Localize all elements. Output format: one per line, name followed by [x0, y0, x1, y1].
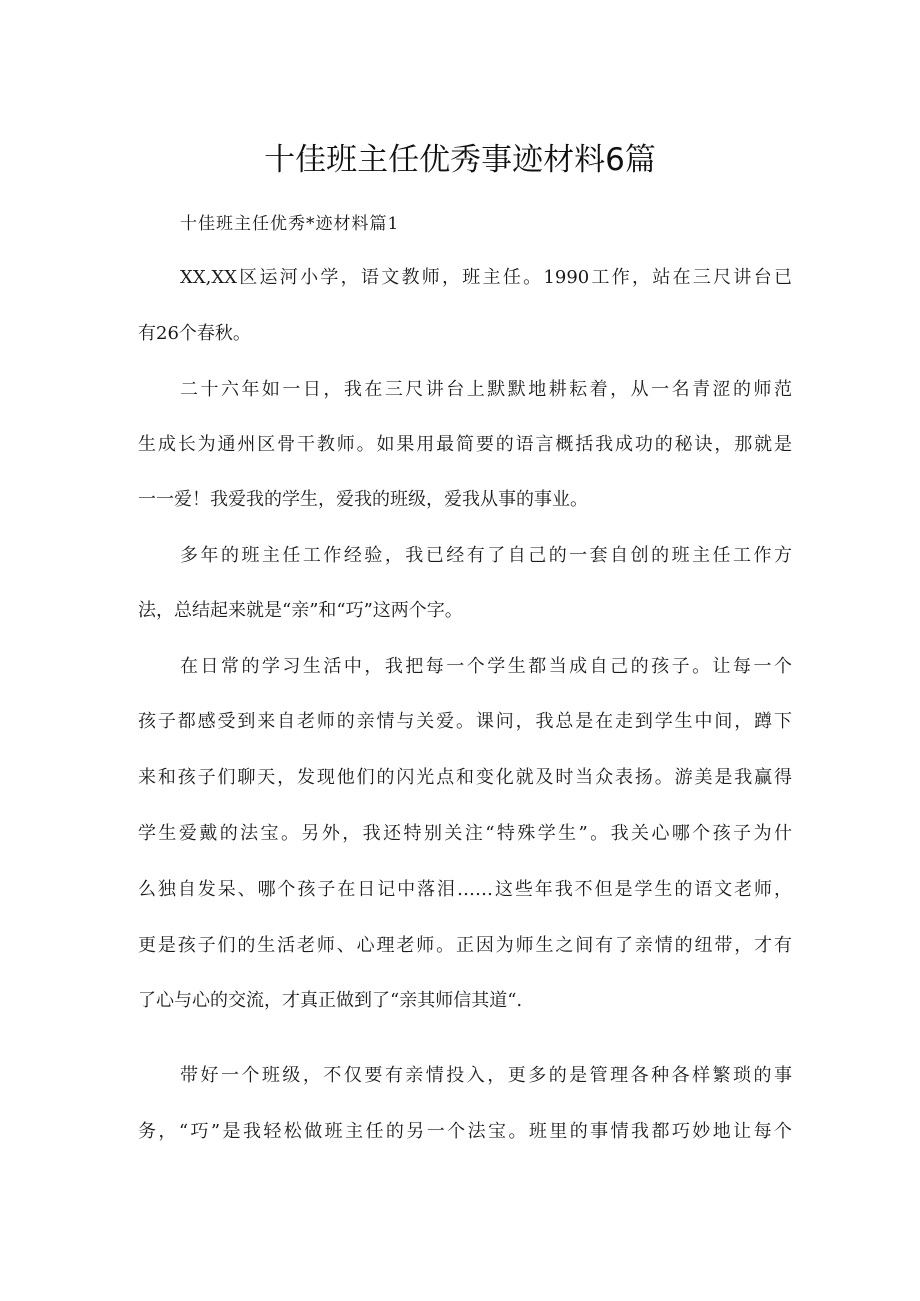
paragraph-line: 有26个春秋。 [138, 323, 251, 344]
paragraph-line: 了心与心的交流，才真正做到了“亲其师信其道“. [138, 990, 523, 1011]
paragraph-line: 多年的班主任工作经验，我已经有了自己的一套自创的班主任工作方 [180, 545, 792, 566]
paragraph-line: 带好一个班级，不仅要有亲情投入，更多的是管理各种各样繁琐的事 [180, 1065, 792, 1086]
paragraph-line: 法，总结起来就是“亲”和“巧”这两个字。 [138, 600, 463, 621]
paragraph-line: 务，“巧”是我轻松做班主任的另一个法宝。班里的事情我都巧妙地让每个 [138, 1121, 792, 1142]
paragraph-line: 一一爱！我爱我的学生，爱我的班级，爱我从事的事业。 [138, 489, 588, 510]
paragraph-line: 来和孩子们聊天，发现他们的闪光点和变化就及时当众表扬。游美是我赢得 [138, 767, 792, 788]
paragraph-line: 孩子都感受到来自老师的亲情与关爱。课问，我总是在走到学生中间，蹲下 [138, 711, 792, 732]
document-title: 十佳班主任优秀事迹材料6篇 [264, 142, 656, 178]
paragraph-line: 在日常的学习生活中，我把每一个学生都当成自己的孩子。让每一个 [180, 656, 792, 677]
paragraph-line: 二十六年如一日，我在三尺讲台上默默地耕耘着，从一名青涩的师范 [180, 379, 792, 400]
paragraph-line: 生成长为通州区骨干教师。如果用最简要的语言概括我成功的秘诀，那就是 [138, 434, 792, 455]
paragraph-line: 么独自发呆、哪个孩子在日记中落泪……这些年我不但是学生的语文老师， [138, 879, 792, 900]
section-heading: 十佳班主任优秀*迹材料篇1 [180, 214, 400, 234]
paragraph-line: 学生爱戴的法宝。另外，我还特别关注“特殊学生”。我关心哪个孩子为什 [138, 823, 792, 844]
paragraph-line: XX,XX区运河小学，语文教师，班主任。1990工作，站在三尺讲台已 [180, 267, 792, 288]
paragraph-line: 更是孩子们的生活老师、心理老师。正因为师生之间有了亲情的纽带，才有 [138, 935, 792, 956]
